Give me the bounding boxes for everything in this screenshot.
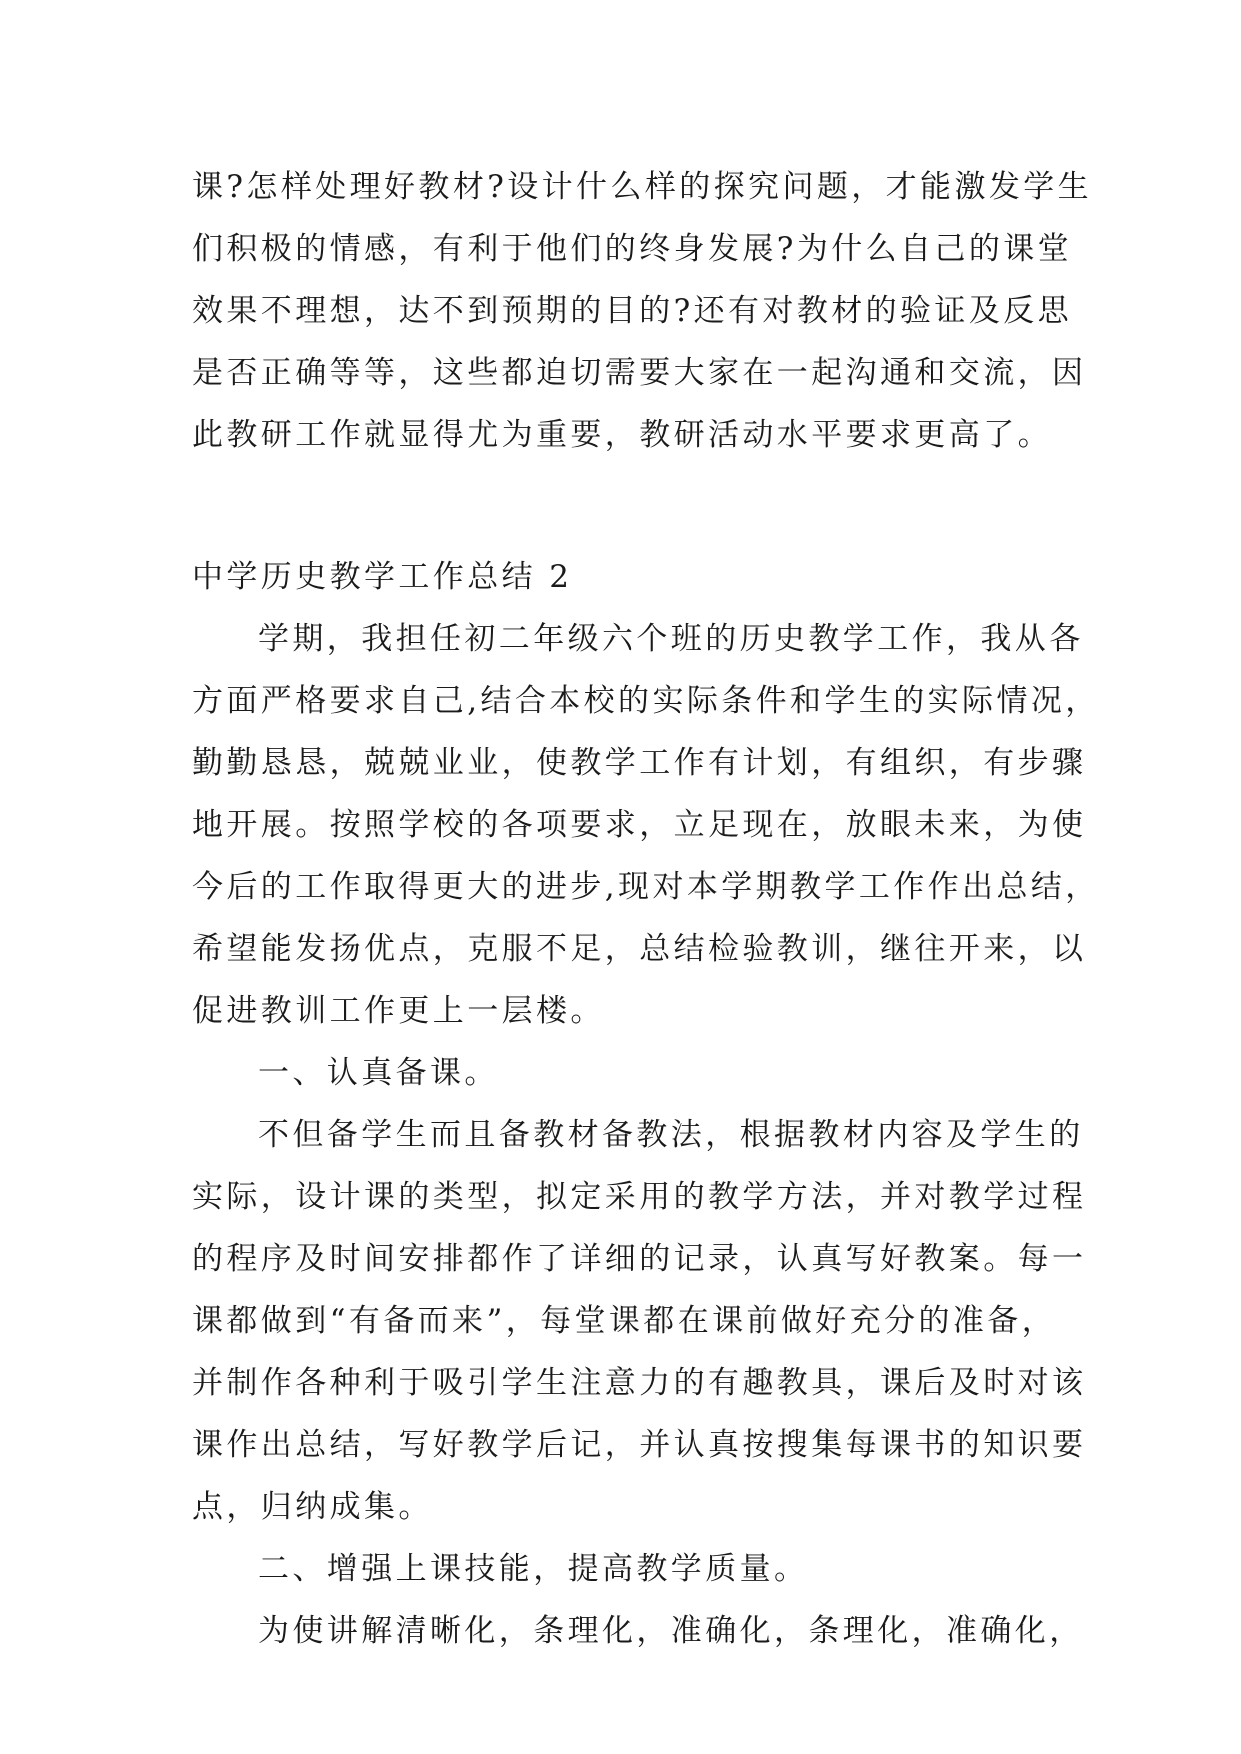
text-line: 课作出总结，写好教学后记，并认真按搜集每课书的知识要	[192, 1427, 1087, 1463]
document-body	[192, 156, 1100, 1662]
text-line: 并制作各种利于吸引学生注意力的有趣教具，课后及时对该	[192, 1365, 1087, 1401]
continued-paragraph	[192, 156, 1093, 466]
text-line: 为使讲解清晰化，条理化，准确化，条理化，准确化，	[258, 1613, 1084, 1649]
text-line: 地开展。按照学校的各项要求，立足现在，放眼未来，为使	[192, 807, 1087, 843]
intro-paragraph	[192, 608, 1100, 1042]
teaching-skills-paragraph	[192, 1600, 1084, 1662]
text-line: 希望能发扬优点，克服不足，总结检验教训，继往开来，以	[192, 931, 1087, 967]
text-line: 们积极的情感，有利于他们的终身发展?为什么自己的课堂	[192, 231, 1073, 267]
text-line: 此教研工作就显得尤为重要，教研活动水平要求更高了。	[192, 417, 1052, 453]
text-line: 课?怎样处理好教材?设计什么样的探究问题，才能激发学生	[192, 169, 1093, 205]
text-line: 勤勤恳恳，兢兢业业，使教学工作有计划，有组织，有步骤	[192, 745, 1087, 781]
text-line: 促进教训工作更上一层楼。	[192, 993, 605, 1029]
section-spacer	[192, 466, 1072, 546]
text-line: 学期，我担任初二年级六个班的历史教学工作，我从各	[258, 621, 1084, 657]
subheading-prepare-lessons: 一、认真备课。	[258, 1055, 499, 1091]
text-line: 课都做到“有备而来”，每堂课都在课前做好充分的准备，	[192, 1303, 1057, 1339]
text-line: 点，归纳成集。	[192, 1489, 433, 1525]
text-line: 的程序及时间安排都作了详细的记录，认真写好教案。每一	[192, 1241, 1087, 1277]
text-line: 是否正确等等，这些都迫切需要大家在一起沟通和交流，因	[192, 355, 1087, 391]
text-line: 实际，设计课的类型，拟定采用的教学方法，并对教学过程	[192, 1179, 1087, 1215]
prepare-lessons-paragraph	[192, 1104, 1087, 1538]
text-line: 不但备学生而且备教材备教法，根据教材内容及学生的	[258, 1117, 1084, 1153]
subheading-teaching-skills: 二、增强上课技能，提高教学质量。	[258, 1551, 809, 1587]
section-title: 中学历史教学工作总结 2	[192, 559, 573, 595]
text-line: 今后的工作取得更大的进步,现对本学期教学工作作出总结，	[192, 869, 1100, 905]
text-line: 效果不理想，达不到预期的目的?还有对教材的验证及反思	[192, 293, 1073, 329]
text-line: 方面严格要求自己,结合本校的实际条件和学生的实际情况，	[192, 683, 1100, 719]
